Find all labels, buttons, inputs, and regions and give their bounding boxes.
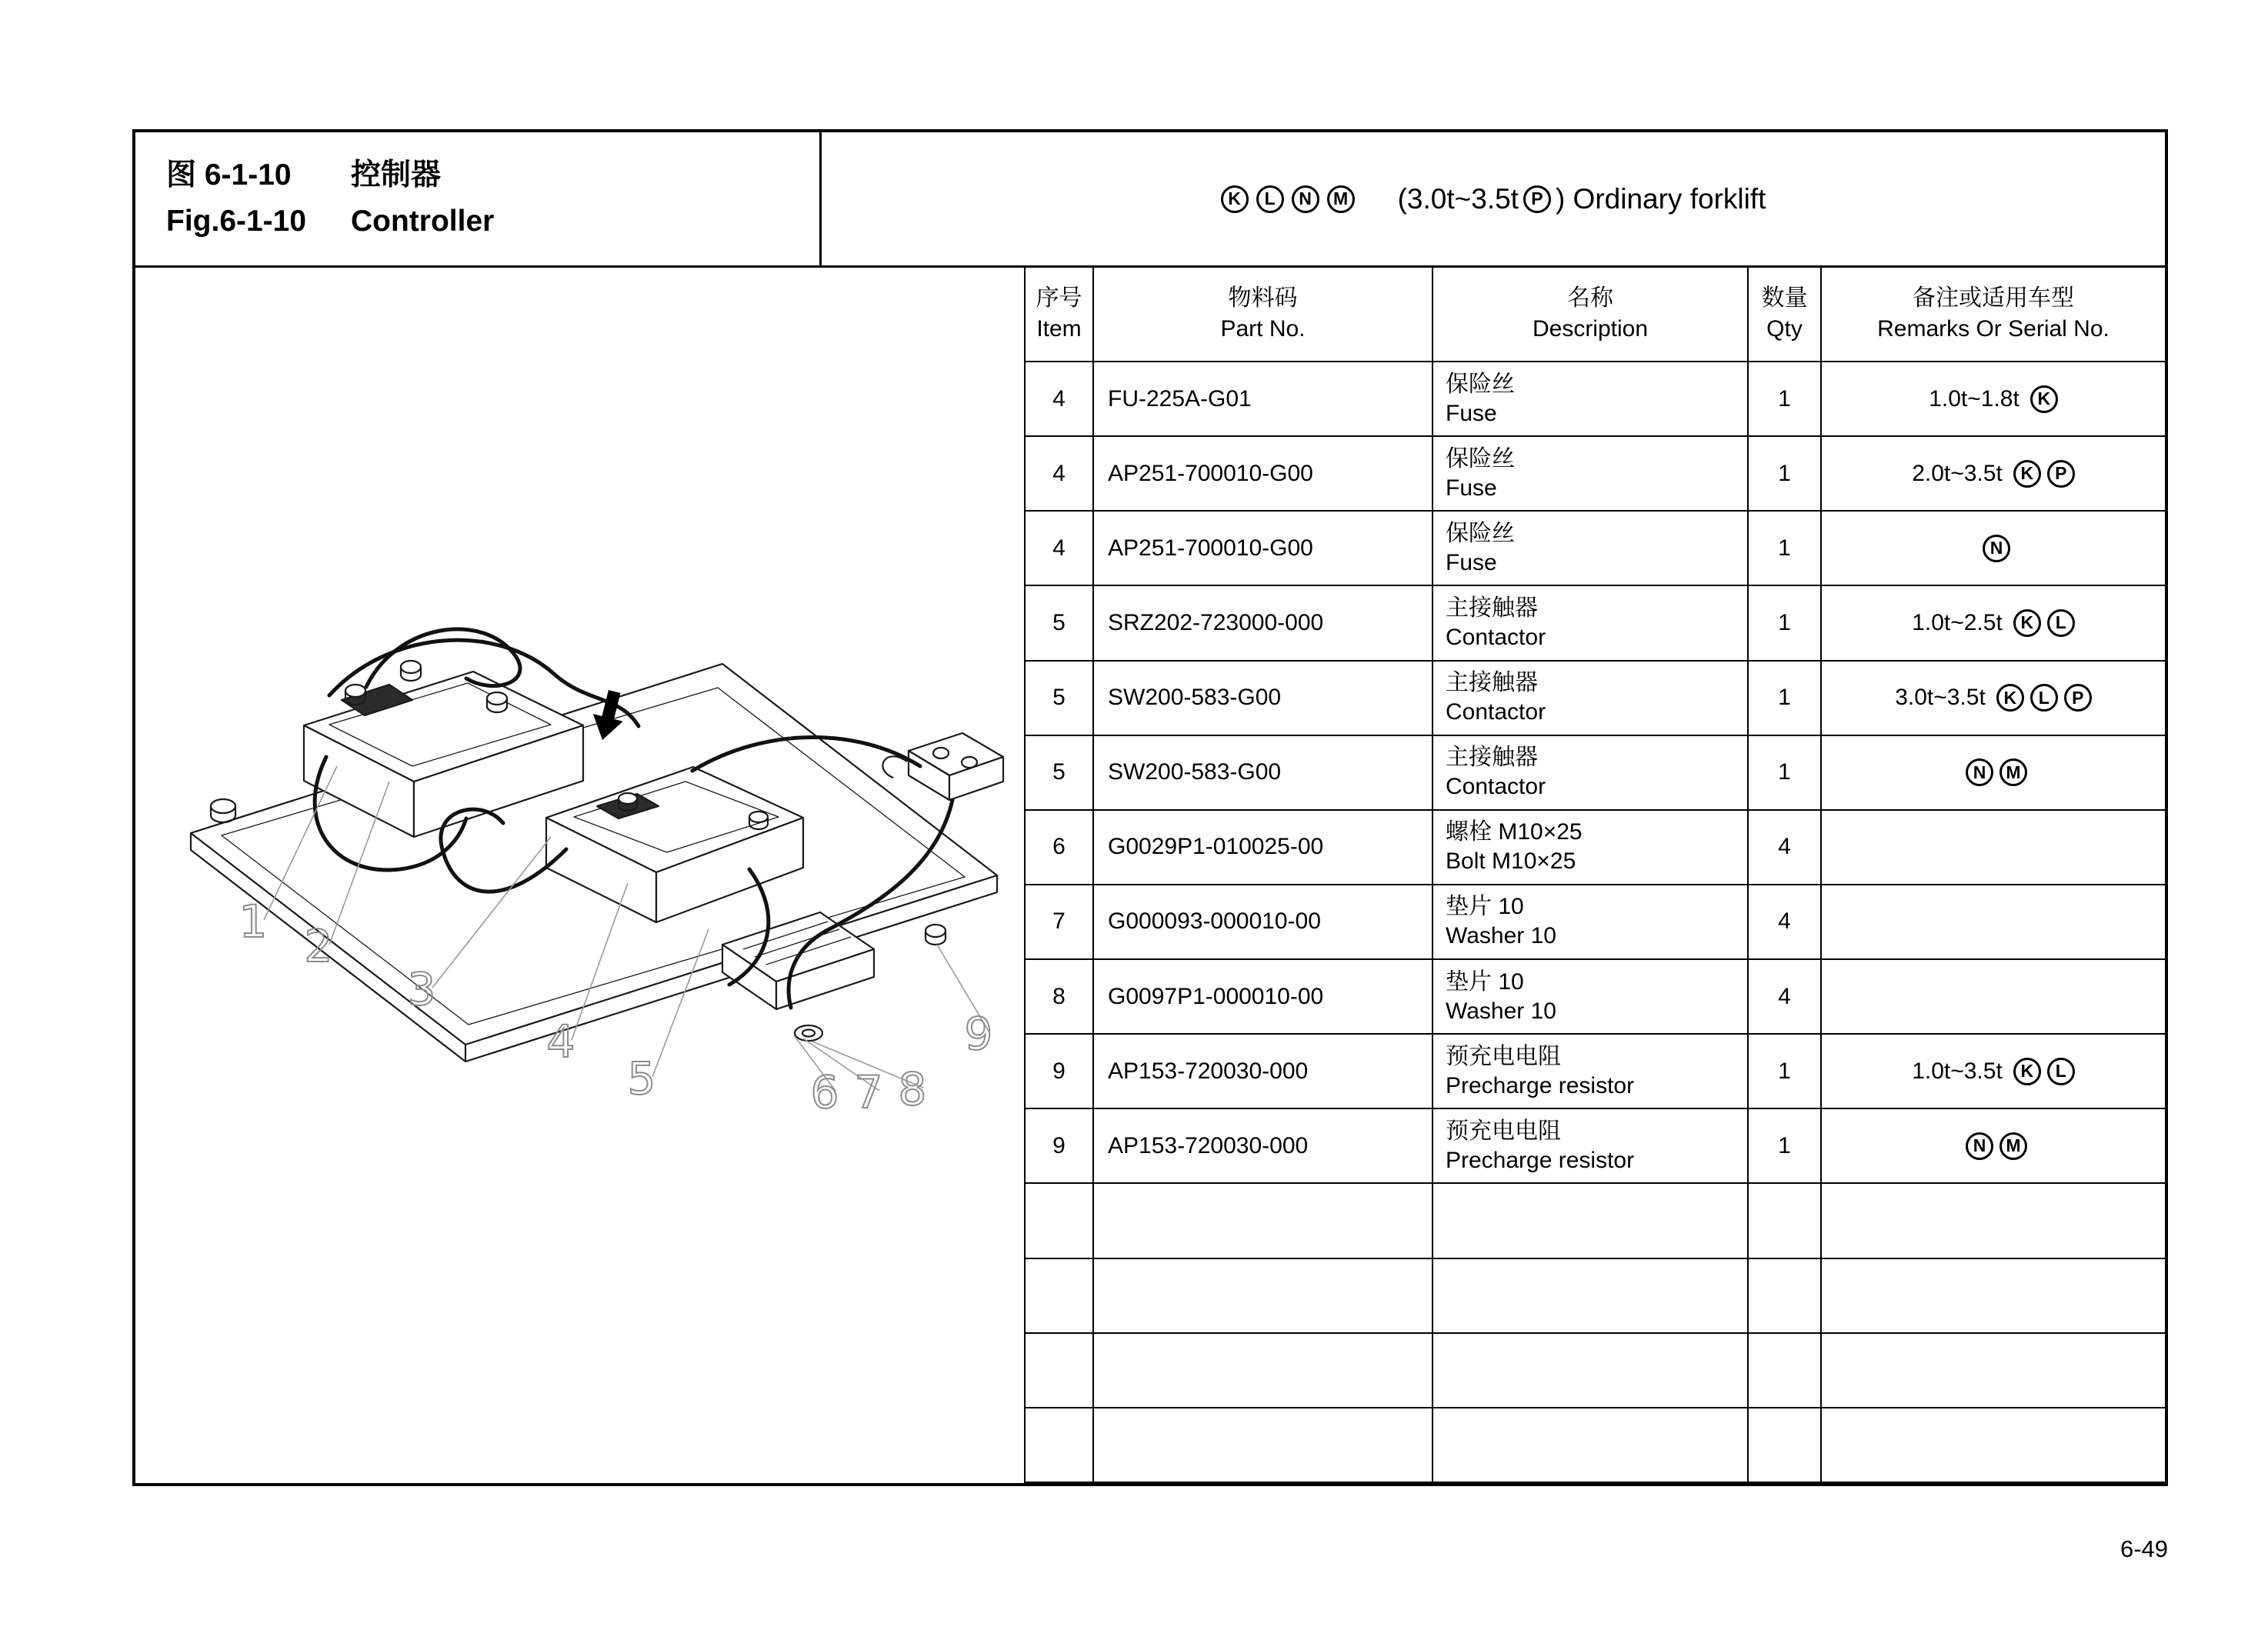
model-code-P: P — [2064, 684, 2092, 712]
model-code-M: M — [2000, 1132, 2027, 1160]
table-row — [1025, 436, 2166, 511]
description-en: Fuse — [1446, 400, 1497, 426]
model-code-N: N — [1966, 758, 1993, 786]
cell-description — [1433, 436, 1748, 511]
remark-text: 1.0t~2.5t — [1912, 609, 2003, 635]
figure-name-cn: 控制器 — [351, 158, 442, 192]
model-code-K: K — [2030, 385, 2058, 413]
remark-text: 1.0t~1.8t — [1929, 385, 2020, 412]
description-en: Precharge resistor — [1446, 1072, 1635, 1098]
figure-number-cn: 图 6-1-10 — [166, 158, 292, 192]
cell-remarks — [1821, 661, 2166, 735]
cell-remarks — [1821, 1108, 2166, 1183]
col-qty-cn: 数量 — [1761, 285, 1808, 311]
cell-description — [1433, 885, 1748, 959]
model-code-N: N — [1966, 1132, 1993, 1160]
cell-remarks — [1821, 362, 2166, 436]
table-row — [1025, 585, 2166, 660]
cell-description — [1433, 362, 1748, 436]
cell-part-no — [1093, 1183, 1433, 1258]
cell-remarks — [1821, 1408, 2166, 1482]
cell-part-no — [1093, 1258, 1433, 1333]
figure-title-en — [166, 198, 819, 245]
cell-item: 6 — [1025, 810, 1093, 885]
table-row — [1025, 511, 2166, 585]
model-code-K: K — [1996, 684, 2024, 712]
cell-qty: 1 — [1748, 735, 1821, 810]
cell-item: 9 — [1025, 1034, 1093, 1108]
cell-remarks — [1821, 1183, 2166, 1258]
remark-text: 3.0t~3.5t — [1895, 685, 1986, 711]
callout-4: 4 — [546, 1015, 575, 1068]
cell-qty — [1748, 1183, 1821, 1258]
cell-description — [1433, 511, 1748, 585]
cell-part-no: SW200-583-G00 — [1093, 735, 1433, 810]
col-item-cn: 序号 — [1036, 285, 1082, 311]
cell-item: 5 — [1025, 585, 1093, 660]
cell-item — [1025, 1183, 1093, 1258]
table-row — [1025, 1183, 2166, 1258]
cell-remarks — [1821, 959, 2166, 1034]
col-qty — [1748, 266, 1821, 362]
cell-item: 4 — [1025, 511, 1093, 585]
remark-text: 1.0t~3.5t — [1912, 1058, 2003, 1084]
cell-item: 5 — [1025, 735, 1093, 810]
cell-qty: 4 — [1748, 959, 1821, 1034]
col-description-cn: 名称 — [1567, 285, 1613, 311]
cell-remarks — [1821, 1333, 2166, 1408]
cell-item — [1025, 1408, 1093, 1482]
col-part-no — [1093, 266, 1433, 362]
callout-9: 9 — [964, 1008, 993, 1060]
col-description — [1433, 266, 1748, 362]
col-part-no-cn: 物料码 — [1228, 285, 1298, 311]
cell-remarks — [1821, 1034, 2166, 1108]
description-cn: 保险丝 — [1446, 445, 1515, 472]
model-applicability — [822, 132, 2165, 265]
model-code-K: K — [2013, 1058, 2041, 1085]
cell-description — [1433, 1258, 1748, 1333]
figure-title-cn — [166, 152, 819, 198]
cell-description — [1433, 810, 1748, 885]
description-en: Bolt M10×25 — [1446, 848, 1576, 875]
model-code-P: P — [2047, 460, 2075, 488]
table-row — [1025, 362, 2166, 436]
description-cn: 螺栓 M10×25 — [1446, 819, 1583, 845]
cell-description — [1433, 959, 1748, 1034]
remark-text: 2.0t~3.5t — [1912, 460, 2003, 486]
cell-remarks — [1821, 511, 2166, 585]
model-code-K: K — [2013, 609, 2041, 637]
col-qty-en: Qty — [1766, 316, 1803, 342]
cell-qty: 4 — [1748, 810, 1821, 885]
callout-1: 1 — [238, 895, 268, 948]
description-cn: 主接触器 — [1446, 670, 1538, 696]
parts-table — [1024, 265, 2166, 1483]
cell-qty: 1 — [1748, 585, 1821, 660]
cell-description — [1433, 1108, 1748, 1183]
col-description-en: Description — [1532, 316, 1649, 342]
controller-assembly-drawing — [135, 268, 1024, 1483]
page-header — [135, 132, 2165, 268]
cell-part-no: AP251-700010-G00 — [1093, 511, 1433, 585]
cell-qty: 1 — [1748, 511, 1821, 585]
cell-remarks — [1821, 885, 2166, 959]
cell-qty — [1748, 1408, 1821, 1482]
applicability-text: (3.0t~3.5t P ) Ordinary forklift — [1397, 182, 1766, 215]
col-item — [1025, 266, 1093, 362]
model-code-K: K — [2013, 460, 2041, 488]
description-cn: 垫片 10 — [1446, 894, 1524, 920]
cell-qty — [1748, 1333, 1821, 1408]
description-cn: 保险丝 — [1446, 520, 1515, 546]
description-cn: 预充电电阻 — [1446, 1043, 1561, 1069]
cell-part-no: AP153-720030-000 — [1093, 1108, 1433, 1183]
description-cn: 预充电电阻 — [1446, 1118, 1561, 1144]
description-en: Fuse — [1446, 549, 1497, 575]
cell-remarks — [1821, 585, 2166, 660]
model-code-N: N — [1292, 185, 1319, 213]
description-en: Contactor — [1446, 699, 1546, 725]
cell-item — [1025, 1333, 1093, 1408]
parts-table-body — [1025, 362, 2166, 1482]
cell-part-no: SW200-583-G00 — [1093, 661, 1433, 735]
col-remarks-en: Remarks Or Serial No. — [1877, 316, 2110, 342]
cell-description — [1433, 585, 1748, 660]
cell-qty: 1 — [1748, 1108, 1821, 1183]
table-row — [1025, 1333, 2166, 1408]
cell-part-no: FU-225A-G01 — [1093, 362, 1433, 436]
cell-item: 4 — [1025, 436, 1093, 511]
battery-connector — [882, 733, 1003, 800]
col-item-en: Item — [1036, 316, 1082, 342]
table-row — [1025, 661, 2166, 735]
cell-item — [1025, 1258, 1093, 1333]
cell-part-no: AP153-720030-000 — [1093, 1034, 1433, 1108]
cell-description — [1433, 1408, 1748, 1482]
model-code-L: L — [1256, 185, 1284, 213]
cell-description — [1433, 735, 1748, 810]
description-cn: 垫片 10 — [1446, 968, 1524, 995]
model-code-L: L — [2047, 1058, 2075, 1085]
table-row — [1025, 1258, 2166, 1333]
cell-part-no: G0097P1-000010-00 — [1093, 959, 1433, 1034]
cell-item: 5 — [1025, 661, 1093, 735]
cell-remarks — [1821, 1258, 2166, 1333]
table-row — [1025, 885, 2166, 959]
figure-title-block — [135, 132, 822, 265]
model-code-K: K — [1221, 185, 1249, 213]
table-header-row — [1025, 266, 2166, 362]
table-row — [1025, 1408, 2166, 1482]
cell-part-no — [1093, 1333, 1433, 1408]
model-code-L: L — [2030, 684, 2058, 712]
col-part-no-en: Part No. — [1220, 316, 1306, 342]
figure-name-en: Controller — [351, 205, 495, 238]
model-code-M: M — [2000, 758, 2027, 786]
cell-qty — [1748, 1258, 1821, 1333]
cell-description — [1433, 1034, 1748, 1108]
cell-item: 7 — [1025, 885, 1093, 959]
figure-number-en: Fig.6-1-10 — [166, 205, 307, 238]
cell-qty: 4 — [1748, 885, 1821, 959]
col-remarks-cn: 备注或适用车型 — [1913, 285, 2074, 311]
description-en: Fuse — [1446, 475, 1497, 501]
table-row — [1025, 735, 2166, 810]
callout-6: 6 — [810, 1066, 839, 1118]
description-cn: 主接触器 — [1446, 745, 1538, 771]
callout-8: 8 — [898, 1063, 927, 1115]
cell-item: 9 — [1025, 1108, 1093, 1183]
model-code-N: N — [1983, 535, 2010, 562]
page-frame — [132, 129, 2168, 1486]
cell-description — [1433, 1183, 1748, 1258]
description-en: Contactor — [1446, 774, 1546, 800]
table-row — [1025, 810, 2166, 885]
model-code-L: L — [2047, 609, 2075, 637]
col-remarks — [1821, 266, 2166, 362]
callout-2: 2 — [304, 920, 333, 972]
cell-description — [1433, 661, 1748, 735]
cell-part-no: G000093-000010-00 — [1093, 885, 1433, 959]
model-code-M: M — [1327, 185, 1355, 213]
cell-qty: 1 — [1748, 362, 1821, 436]
cell-description — [1433, 1333, 1748, 1408]
page-number: 6-49 — [2120, 1535, 2168, 1562]
cell-remarks — [1821, 735, 2166, 810]
cell-qty: 1 — [1748, 436, 1821, 511]
cell-qty: 1 — [1748, 1034, 1821, 1108]
cell-qty: 1 — [1748, 661, 1821, 735]
cell-remarks — [1821, 436, 2166, 511]
description-en: Washer 10 — [1446, 998, 1556, 1024]
cell-item: 4 — [1025, 362, 1093, 436]
model-code-P: P — [1523, 185, 1551, 213]
table-row — [1025, 1108, 2166, 1183]
table-row — [1025, 959, 2166, 1034]
applicability-codes — [1221, 185, 1355, 213]
cell-part-no: G0029P1-010025-00 — [1093, 810, 1433, 885]
description-cn: 主接触器 — [1446, 595, 1538, 621]
cell-part-no: AP251-700010-G00 — [1093, 436, 1433, 511]
callout-7: 7 — [854, 1066, 883, 1118]
table-row — [1025, 1034, 2166, 1108]
description-en: Washer 10 — [1446, 923, 1556, 949]
callout-3: 3 — [407, 963, 436, 1015]
description-en: Precharge resistor — [1446, 1147, 1635, 1173]
description-en: Contactor — [1446, 624, 1546, 650]
cell-remarks — [1821, 810, 2166, 885]
cell-part-no: SRZ202-723000-000 — [1093, 585, 1433, 660]
description-cn: 保险丝 — [1446, 371, 1515, 397]
cell-item: 8 — [1025, 959, 1093, 1034]
cell-part-no — [1093, 1408, 1433, 1482]
callout-5: 5 — [627, 1052, 656, 1105]
